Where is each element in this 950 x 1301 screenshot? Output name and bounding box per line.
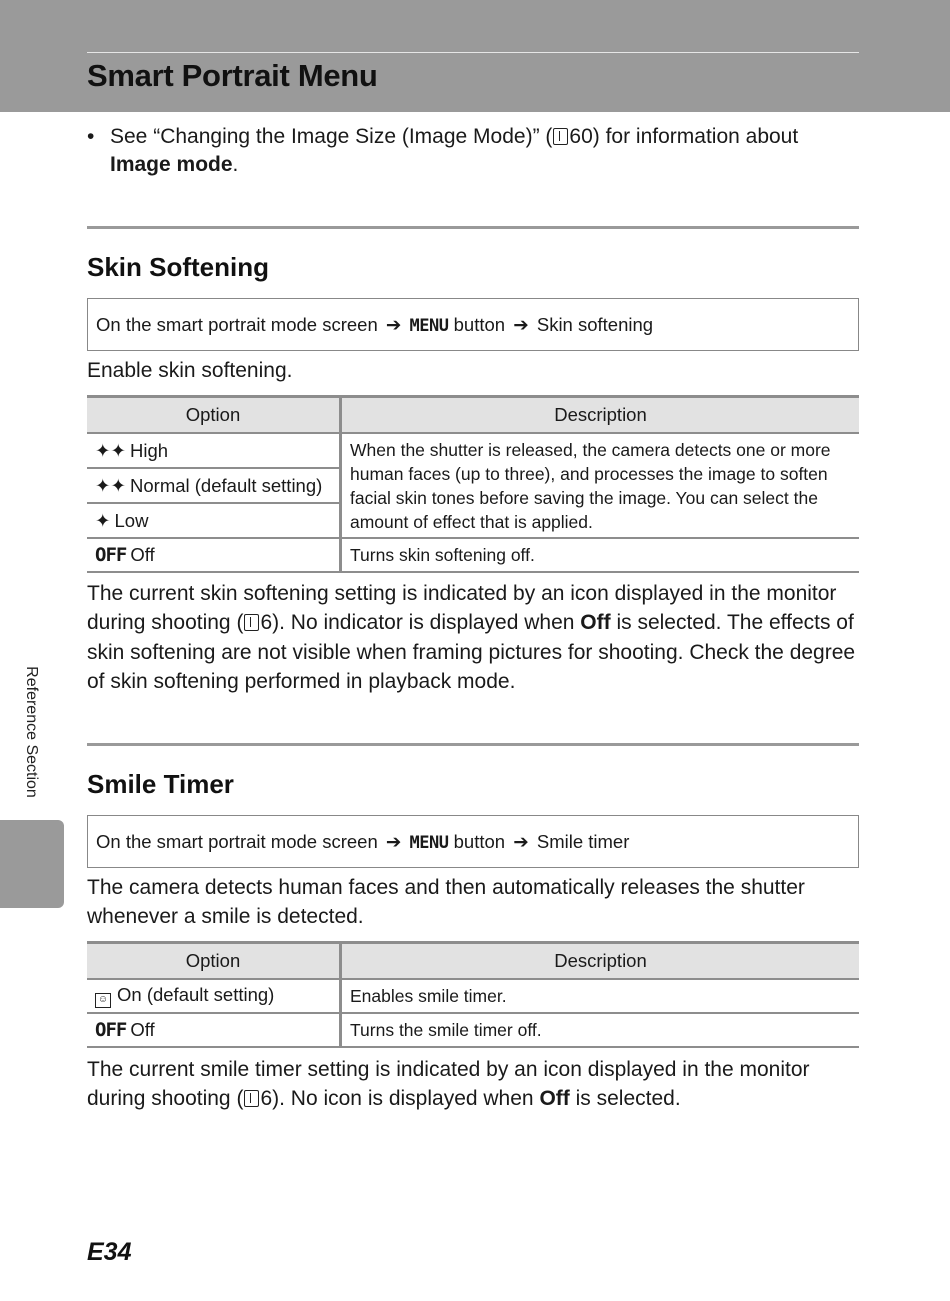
option-label: Off bbox=[130, 1019, 155, 1040]
smile-body-bold: Off bbox=[539, 1087, 570, 1111]
option-label: Off bbox=[130, 544, 155, 565]
menu-button-icon: MENU bbox=[409, 316, 449, 336]
table-row bbox=[87, 538, 859, 572]
option-label: On (default setting) bbox=[117, 984, 275, 1005]
smile-lead: The camera detects human faces and then automatically releases the shutter whenever a smile is detected. bbox=[87, 876, 805, 929]
nav-button-word: button bbox=[453, 831, 506, 852]
skin-options-table bbox=[87, 395, 859, 573]
smile-body-part1: The current smile timer setting is indicated by an icon displayed in the monitor during shooting ( bbox=[87, 1058, 810, 1111]
skin-body-ref[interactable]: 6 bbox=[260, 611, 273, 635]
section-rule-skin bbox=[87, 226, 859, 229]
table-header-row bbox=[87, 397, 859, 434]
option-normal bbox=[87, 468, 341, 503]
description-off: Turns skin softening off. bbox=[341, 538, 860, 572]
table-row bbox=[87, 433, 859, 468]
skin-body bbox=[87, 579, 859, 696]
book-reference-icon bbox=[244, 1090, 259, 1107]
off-icon: OFF bbox=[95, 1019, 127, 1041]
arrow-icon: ➔ bbox=[385, 831, 402, 852]
smile-body-part2: ). No icon is displayed when bbox=[272, 1087, 540, 1111]
skin-nav-path bbox=[87, 298, 859, 351]
skin-lead: Enable skin softening. bbox=[87, 359, 293, 382]
description-on: Enables smile timer. bbox=[341, 979, 860, 1013]
nav-target: Smile timer bbox=[536, 831, 630, 852]
intro-text-before: See “Changing the Image Size (Image Mode)” ( bbox=[110, 125, 553, 148]
header-description: Description bbox=[341, 943, 860, 980]
smile-nav-path bbox=[87, 815, 859, 868]
header-option: Option bbox=[87, 943, 341, 980]
section-title-skin: Skin Softening bbox=[87, 252, 269, 282]
nav-target: Skin softening bbox=[536, 314, 654, 335]
smile-body-part3: is selected. bbox=[569, 1087, 681, 1111]
shared-description: When the shutter is released, the camera detects one or more human faces (up to three), and processes the image to soften facial skin tones before saving the image. You can select the amount of effect that is applied. bbox=[341, 433, 860, 538]
intro-end: . bbox=[232, 153, 239, 176]
description-off: Turns the smile timer off. bbox=[341, 1013, 860, 1047]
intro-bullet bbox=[87, 123, 859, 179]
skin-body-part1: The current skin softening setting is indicated by an icon displayed in the monitor during shooting ( bbox=[87, 582, 837, 635]
arrow-icon: ➔ bbox=[513, 831, 529, 852]
off-icon: OFF bbox=[95, 544, 127, 566]
intro-text-after: ) for information about bbox=[592, 125, 799, 148]
arrow-icon: ➔ bbox=[513, 314, 529, 335]
smile-body bbox=[87, 1055, 859, 1114]
option-off bbox=[87, 538, 341, 572]
option-high bbox=[87, 433, 341, 468]
smile-timer-icon: ☺ bbox=[95, 993, 111, 1008]
smile-body-ref[interactable]: 6 bbox=[260, 1087, 273, 1111]
section-rule-smile bbox=[87, 743, 859, 746]
table-row bbox=[87, 1013, 859, 1047]
intro-text bbox=[110, 123, 859, 179]
bullet-dot: • bbox=[87, 125, 95, 148]
menu-button-icon: MENU bbox=[409, 833, 449, 853]
option-on bbox=[87, 979, 341, 1013]
option-label: Low bbox=[114, 509, 149, 531]
intro-page-ref[interactable]: 60 bbox=[569, 125, 593, 148]
table-row bbox=[87, 979, 859, 1013]
arrow-icon: ➔ bbox=[385, 314, 402, 335]
nav-prefix: On the smart portrait mode screen bbox=[96, 314, 378, 335]
skin-low-icon: ✦ bbox=[95, 509, 111, 531]
skin-body-bold: Off bbox=[580, 611, 611, 635]
section-title-smile: Smile Timer bbox=[87, 769, 234, 799]
option-label: High bbox=[130, 439, 169, 461]
smile-options-table bbox=[87, 941, 859, 1048]
skin-high-icon: ✦✦ bbox=[95, 439, 127, 461]
header-rule bbox=[87, 52, 859, 53]
book-reference-icon bbox=[244, 614, 259, 631]
option-off bbox=[87, 1013, 341, 1047]
header-description: Description bbox=[341, 397, 860, 434]
nav-button-word: button bbox=[453, 314, 506, 335]
book-reference-icon bbox=[553, 128, 568, 145]
skin-body-part2: ). No indicator is displayed when bbox=[272, 611, 581, 635]
page-number: E34 bbox=[87, 1238, 132, 1266]
nav-prefix: On the smart portrait mode screen bbox=[96, 831, 378, 852]
intro-bold-term: Image mode bbox=[110, 153, 233, 176]
table-header-row bbox=[87, 943, 859, 980]
header-band bbox=[0, 0, 950, 112]
option-low bbox=[87, 503, 341, 538]
side-section-tab[interactable] bbox=[0, 820, 64, 908]
page-title: Smart Portrait Menu bbox=[87, 58, 378, 93]
side-section-label: Reference Section bbox=[23, 666, 40, 798]
skin-body-part3: is selected. The effects of skin softening are not visible when framing pictures for shooting. Check the degree of skin softening performed in playback mode. bbox=[87, 611, 856, 693]
header-option: Option bbox=[87, 397, 341, 434]
skin-normal-icon: ✦✦ bbox=[95, 474, 127, 496]
option-label: Normal (default setting) bbox=[130, 474, 323, 496]
